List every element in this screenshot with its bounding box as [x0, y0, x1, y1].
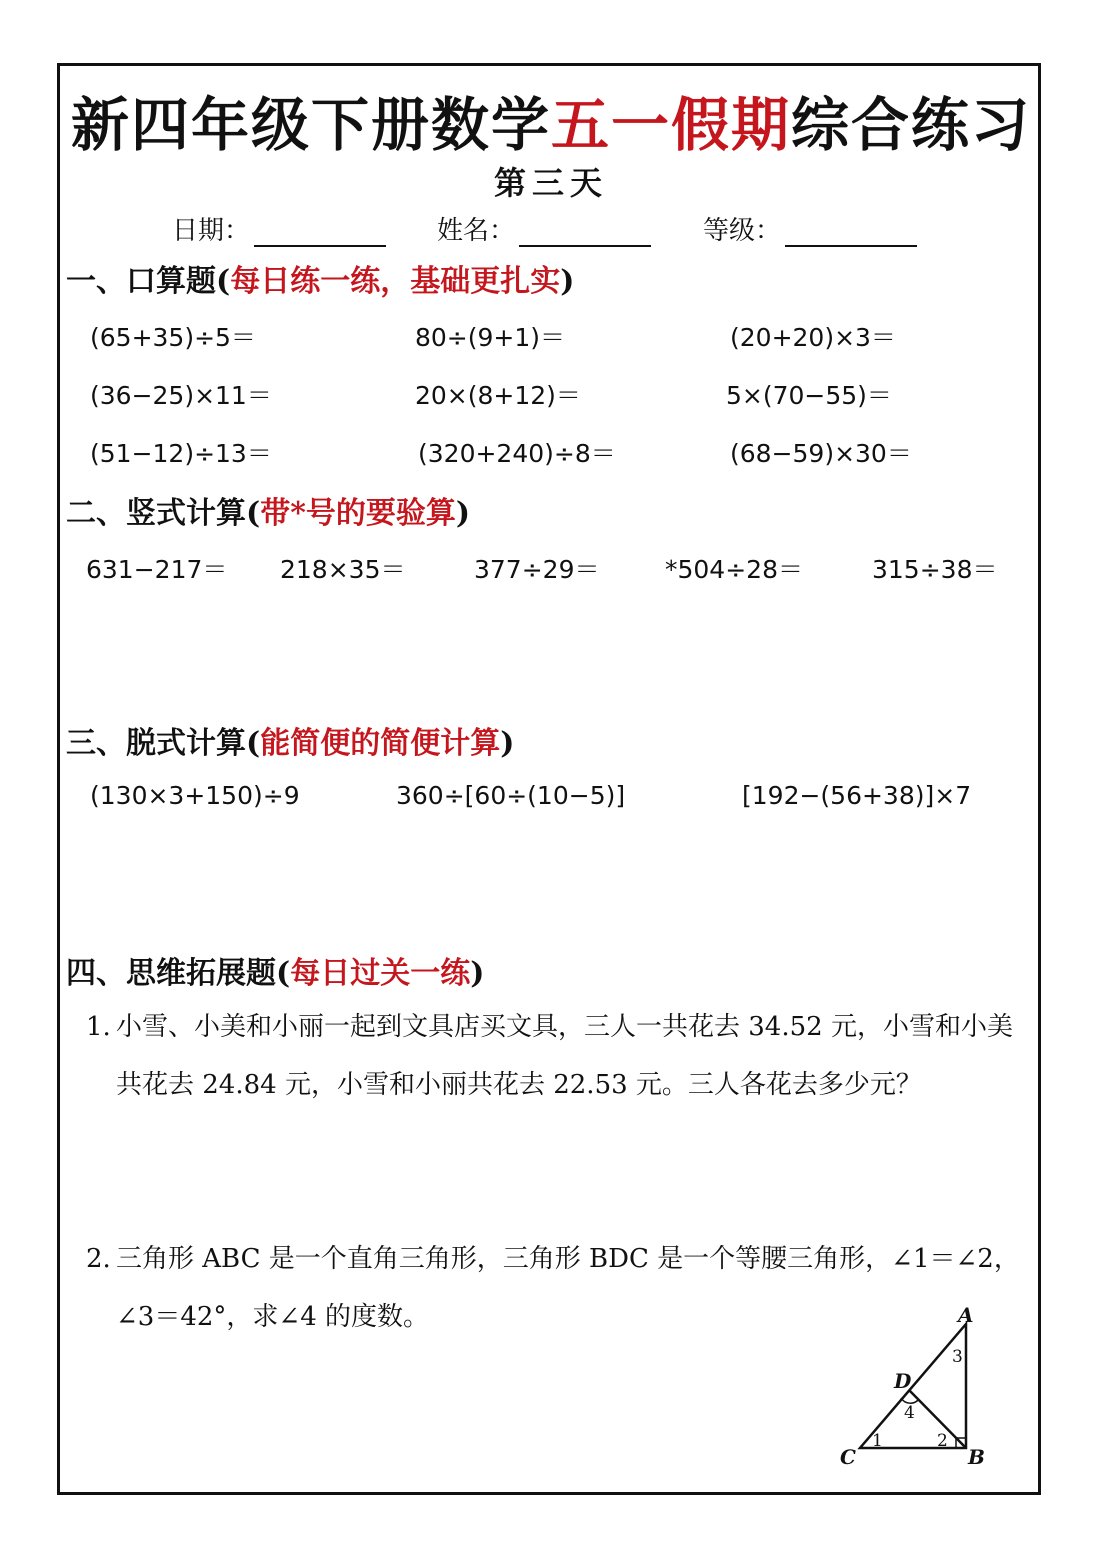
- grade-label: 等级：: [703, 216, 782, 246]
- angle-1-label: 1: [872, 1431, 883, 1451]
- section-heading-2: 二、竖式计算(带*号的要验算): [66, 496, 471, 531]
- date-blank[interactable]: [254, 221, 386, 247]
- vertical-expr: 377÷29＝: [474, 555, 600, 584]
- name-field[interactable]: [437, 210, 651, 247]
- vertical-expr: 218×35＝: [280, 555, 406, 584]
- label-b: B: [968, 1445, 985, 1469]
- problem-text: 小雪、小美和小丽一起到文具店买文具，三人一共花去 34.52 元，小雪和小美共花去 24.84 元，小雪和小丽共花去 22.53 元。三人各花去多少元？: [116, 1012, 1013, 1100]
- label-a: A: [958, 1303, 974, 1327]
- triangle-abc: [860, 1324, 966, 1448]
- mental-expr: (320+240)÷8＝: [418, 439, 616, 468]
- vertical-expr: 315÷38＝: [872, 555, 998, 584]
- problem-1: [86, 998, 1021, 1114]
- mental-expr: (65+35)÷5＝: [90, 323, 256, 352]
- vertical-expr: *504÷28＝: [665, 555, 803, 584]
- date-label: 日期：: [172, 216, 251, 246]
- section-note-1: 每日练一练，基础更扎实: [230, 264, 561, 299]
- date-field[interactable]: [172, 210, 386, 247]
- title-part1: 新四年级下册数学: [70, 91, 551, 159]
- problem-text: 三角形 ABC 是一个直角三角形，三角形 BDC 是一个等腰三角形，∠1＝∠2，∠3＝42°，求∠4 的度数。: [116, 1244, 1020, 1332]
- problem-number: 2.: [86, 1244, 111, 1274]
- mental-expr: 80÷(9+1)＝: [415, 323, 566, 352]
- label-c: C: [840, 1445, 856, 1469]
- mental-expr: (20+20)×3＝: [730, 323, 896, 352]
- mental-expr: (36−25)×11＝: [90, 381, 272, 410]
- angle-2-label: 2: [937, 1431, 948, 1451]
- page-title: [0, 78, 1102, 162]
- mental-expr: 20×(8+12)＝: [415, 381, 581, 410]
- vertical-expr: 631−217＝: [86, 555, 228, 584]
- problem-number: 1.: [86, 1012, 111, 1042]
- label-d: D: [894, 1369, 912, 1393]
- grade-field[interactable]: [703, 210, 917, 247]
- grade-blank[interactable]: [785, 221, 917, 247]
- triangle-figure: [834, 1300, 994, 1470]
- name-label: 姓名：: [437, 216, 516, 246]
- title-highlight: 五一假期: [550, 91, 791, 159]
- mental-expr: (51−12)÷13＝: [90, 439, 272, 468]
- section-heading-3: 三、脱式计算(能简便的简便计算): [66, 726, 515, 761]
- stepwise-expr: (130×3+150)÷9: [90, 781, 300, 810]
- mental-expr: (68−59)×30＝: [730, 439, 912, 468]
- mental-expr: 5×(70−55)＝: [726, 381, 892, 410]
- section-heading-4: 四、思维拓展题(每日过关一练): [66, 956, 485, 991]
- angle-4-label: 4: [904, 1403, 915, 1423]
- stepwise-expr: [192−(56+38)]×7: [742, 781, 972, 810]
- angle-3-label: 3: [952, 1347, 963, 1367]
- name-blank[interactable]: [519, 221, 651, 247]
- section-note-2: 带*号的要验算: [260, 496, 456, 531]
- section-note-3: 能简便的简便计算: [260, 726, 501, 761]
- section-note-4: 每日过关一练: [290, 956, 471, 991]
- stepwise-expr: 360÷[60÷(10−5)]: [396, 781, 626, 810]
- page-subtitle: 第三天: [493, 164, 608, 202]
- title-part3: 综合练习: [791, 91, 1032, 159]
- section-heading-1: 一、口算题(每日练一练，基础更扎实): [66, 264, 575, 299]
